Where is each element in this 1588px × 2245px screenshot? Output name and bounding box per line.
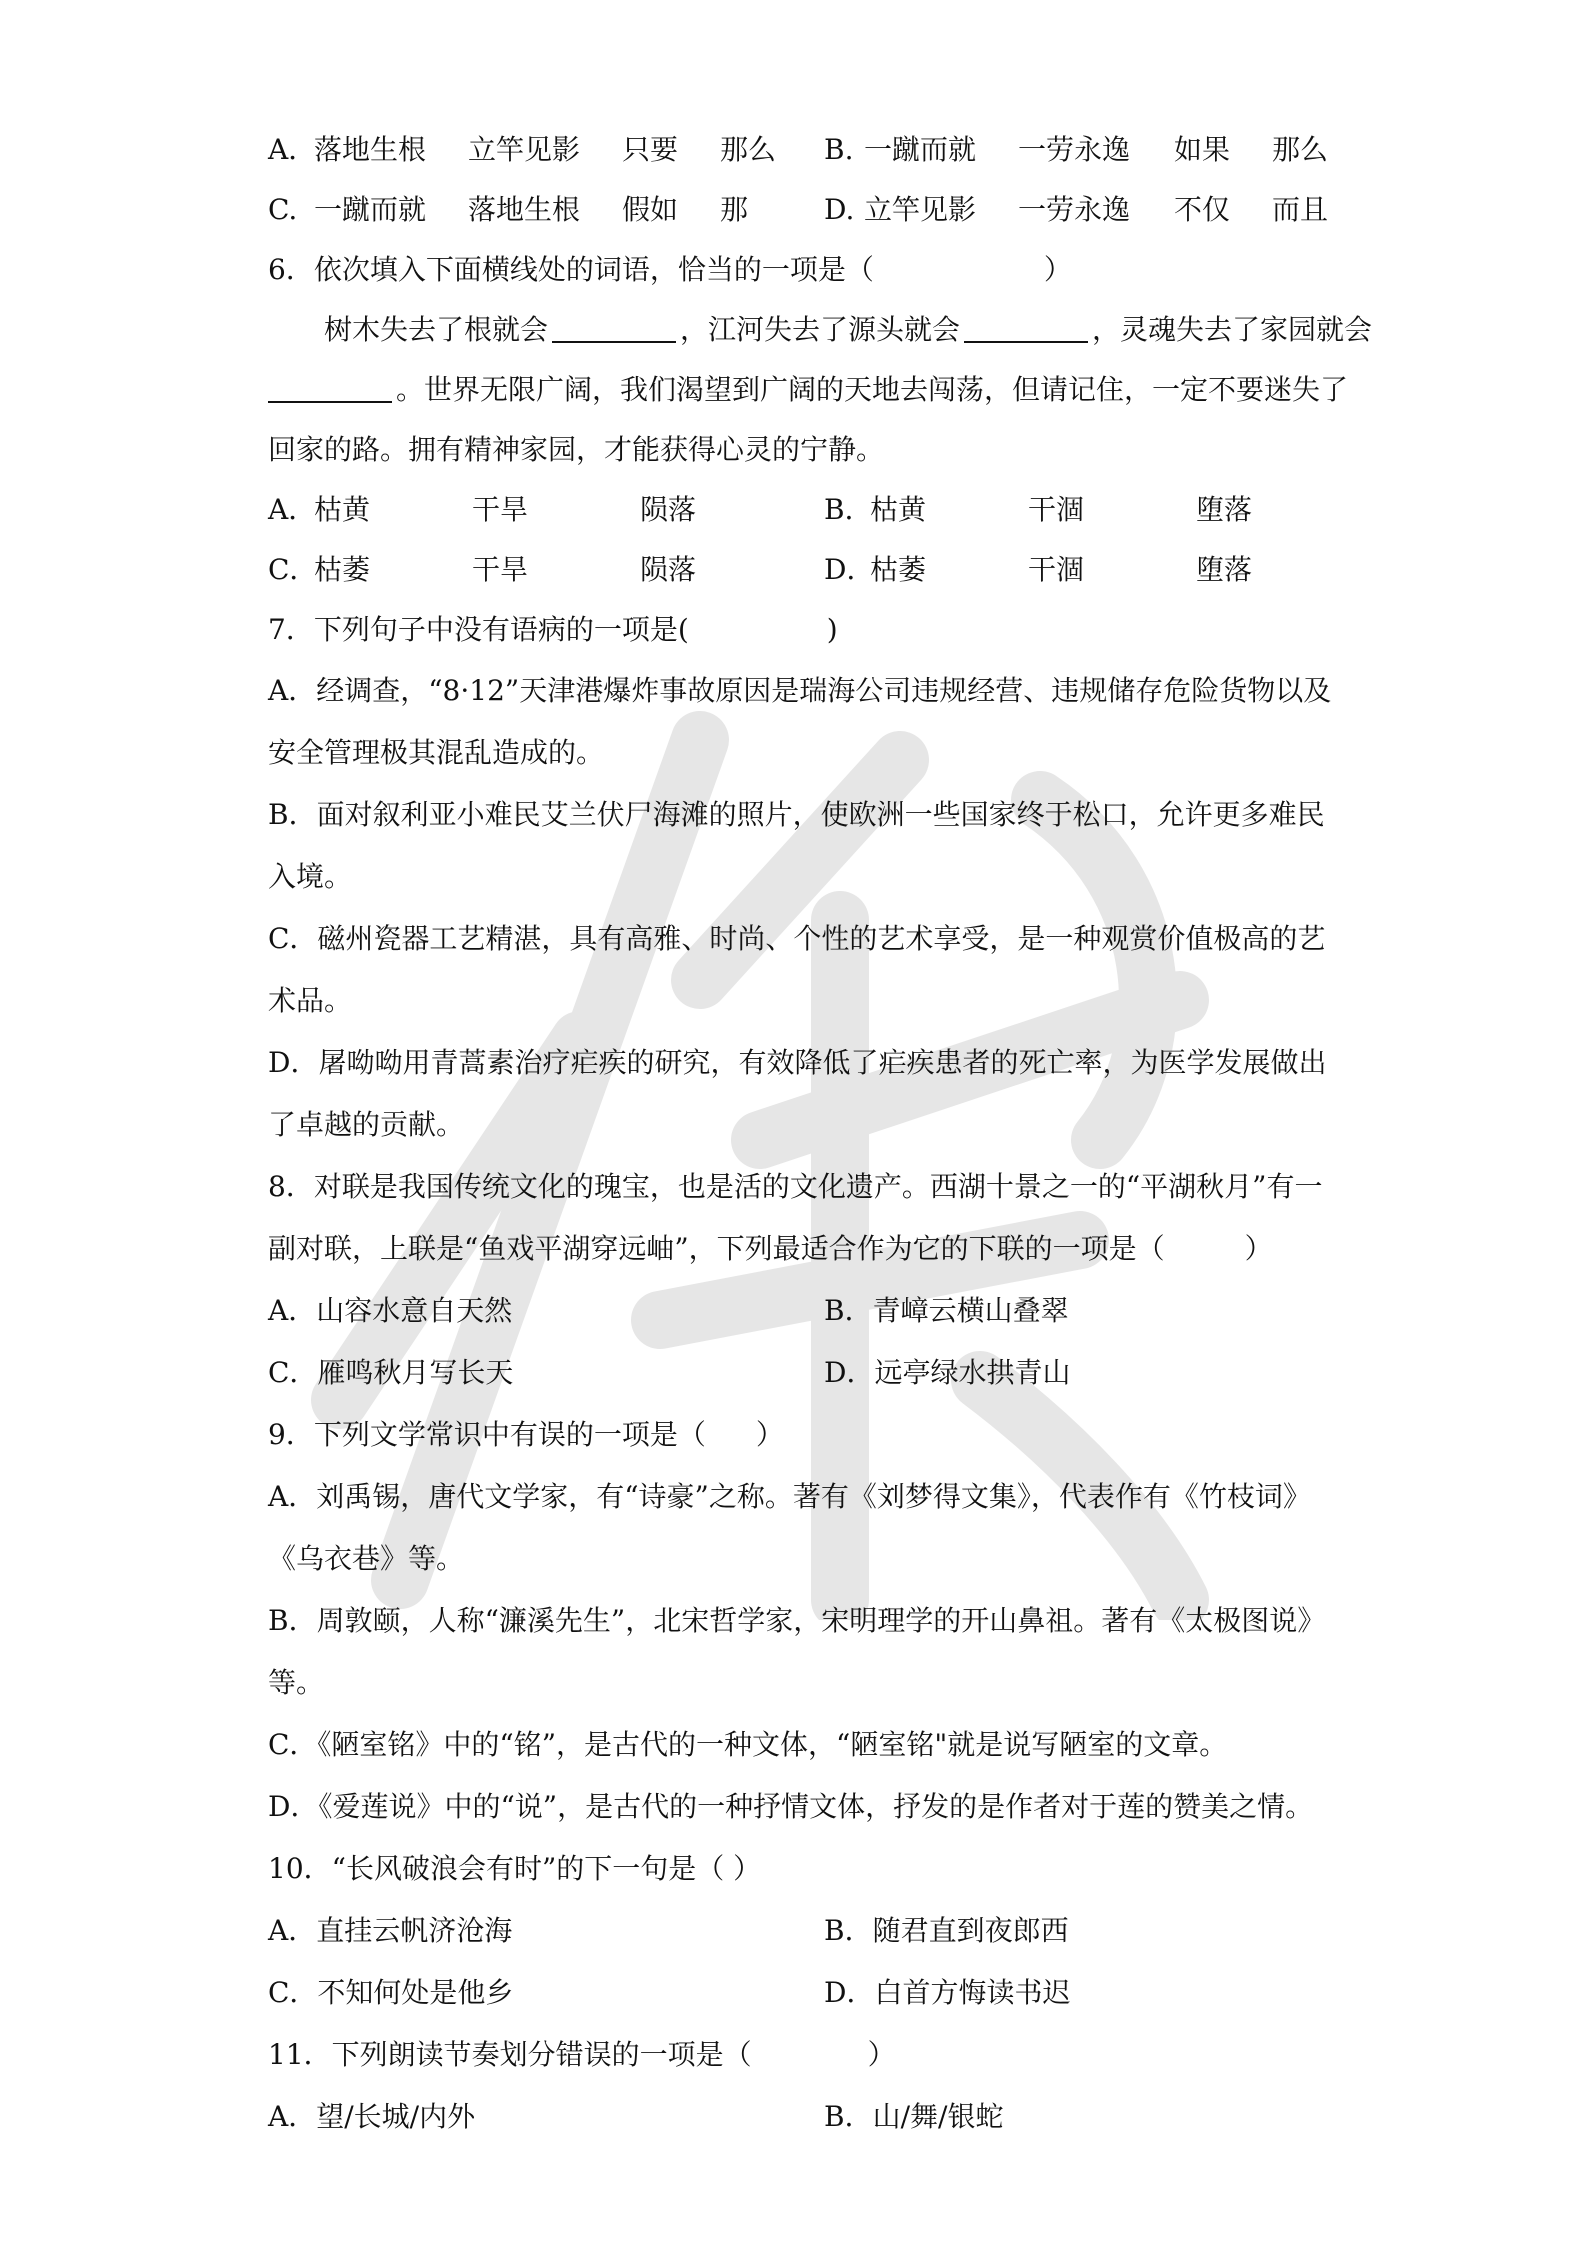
q9-option-d[interactable]: D．《爱莲说》中的“说”，是古代的一种抒情文体，抒发的是作者对于莲的赞美之情。 [268,1790,1314,1823]
q6-option-d[interactable]: D．枯萎 干涸 堕落 [824,553,1253,586]
q8-option-d[interactable]: D．远亭绿水拱青山 [824,1356,1071,1389]
answer-blank[interactable] [552,307,676,343]
q6-options-row-ab [268,480,1328,540]
q8-option-b[interactable]: B．青嶂云横山叠翠 [824,1294,1069,1327]
answer-blank[interactable] [964,307,1088,343]
q6-option-a[interactable]: A．枯黄 干旱 陨落 [268,493,697,526]
q6-option-b[interactable]: B．枯黄 干涸 堕落 [824,493,1253,526]
q7-option-a-line-2: 安全管理极其混乱造成的。 [268,736,605,769]
q10-options-row-cd [268,1962,1328,2024]
q11-options-row-ab [268,2086,1328,2148]
exam-page [268,120,1373,2148]
q7-option-d-line-2: 了卓越的贡献。 [268,1108,465,1141]
q5-option-a[interactable]: A．落地生根 立竿见影 只要 那么 [268,133,777,166]
q10-option-b[interactable]: B．随君直到夜郎西 [824,1914,1069,1947]
q9-option-c[interactable]: C．《陋室铭》中的“铭”，是古代的一种文体，“陋室铭"就是说写陋室的文章。 [268,1728,1228,1761]
q5-option-d[interactable]: D.立竿见影 一劳永逸 不仅 而且 [824,193,1329,226]
q9-option-b-line-1[interactable]: B．周敦颐，人称“濂溪先生”，北宋哲学家，宋明理学的开山鼻祖。著有《太极图说》 [268,1604,1326,1637]
q8-stem-line-1: 8．对联是我国传统文化的瑰宝，也是活的文化遗产。西湖十景之一的“平湖秋月”有一 [268,1170,1323,1203]
q5-options-row-ab [268,120,1328,180]
q6-options-row-cd [268,540,1328,600]
q8-options-row-ab [268,1280,1328,1342]
q7-option-b-line-2: 入境。 [268,860,353,893]
q10-option-c[interactable]: C．不知何处是他乡 [268,1976,514,2009]
answer-blank[interactable] [268,367,392,403]
q6-passage-line-2: 。世界无限广阔，我们渴望到广阔的天地去闯荡，但请记住，一定不要迷失了 [268,360,1328,420]
q7-option-b-line-1[interactable]: B．面对叙利亚小难民艾兰伏尸海滩的照片，使欧洲一些国家终于松口，允许更多难民 [268,798,1325,831]
q7-option-a-line-1[interactable]: A．经调查，“8·12”天津港爆炸事故原因是瑞海公司违规经营、违规储存危险货物以及 [268,674,1332,707]
q10-option-a[interactable]: A．直挂云帆济沧海 [268,1914,513,1947]
q7-stem: 7．下列句子中没有语病的一项是( ) [268,613,838,646]
q9-stem: 9．下列文学常识中有误的一项是（ ） [268,1418,784,1451]
q5-option-c[interactable]: C.一蹴而就 落地生根 假如 那 [268,193,749,226]
q11-option-b[interactable]: B．山/舞/银蛇 [824,2100,1004,2133]
q8-option-a[interactable]: A．山容水意自天然 [268,1294,513,1327]
q9-option-b-line-2: 等。 [268,1666,325,1699]
q10-stem: 10．“长风破浪会有时”的下一句是（ ） [268,1852,762,1885]
q8-option-c[interactable]: C．雁鸣秋月写长天 [268,1356,514,1389]
q6-passage-line-3: 回家的路。拥有精神家园，才能获得心灵的宁静。 [268,433,885,466]
q9-option-a-line-1[interactable]: A．刘禹锡，唐代文学家，有“诗豪”之称。著有《刘梦得文集》，代表作有《竹枝词》 [268,1480,1311,1513]
q9-option-a-line-2: 《乌衣巷》等。 [268,1542,465,1575]
q8-options-row-cd [268,1342,1328,1404]
q6-passage-line-1: 树木失去了根就会 ，江河失去了源头就会 ，灵魂失去了家园就会 [268,300,1328,360]
q7-option-d-line-1[interactable]: D．屠呦呦用青蒿素治疗疟疾的研究，有效降低了疟疾患者的死亡率，为医学发展做出 [268,1046,1327,1079]
q8-stem-line-2: 副对联，上联是“鱼戏平湖穿远岫”，下列最适合作为它的下联的一项是（ ） [268,1232,1273,1265]
q7-option-c-line-2: 术品。 [268,984,353,1017]
q6-stem: 6．依次填入下面横线处的词语，恰当的一项是（ ） [268,253,1072,286]
q10-options-row-ab [268,1900,1328,1962]
q5-options-row-cd [268,180,1328,240]
q6-option-c[interactable]: C．枯萎 干旱 陨落 [268,553,697,586]
q5-option-b[interactable]: B.一蹴而就 一劳永逸 如果 那么 [824,133,1329,166]
q11-option-a[interactable]: A．望/长城/内外 [268,2100,476,2133]
q11-stem: 11．下列朗读节奏划分错误的一项是（ ） [268,2038,896,2071]
q10-option-d[interactable]: D．白首方悔读书迟 [824,1976,1071,2009]
q7-option-c-line-1[interactable]: C．磁州瓷器工艺精湛，具有高雅、时尚、个性的艺术享受，是一种观赏价值极高的艺 [268,922,1326,955]
